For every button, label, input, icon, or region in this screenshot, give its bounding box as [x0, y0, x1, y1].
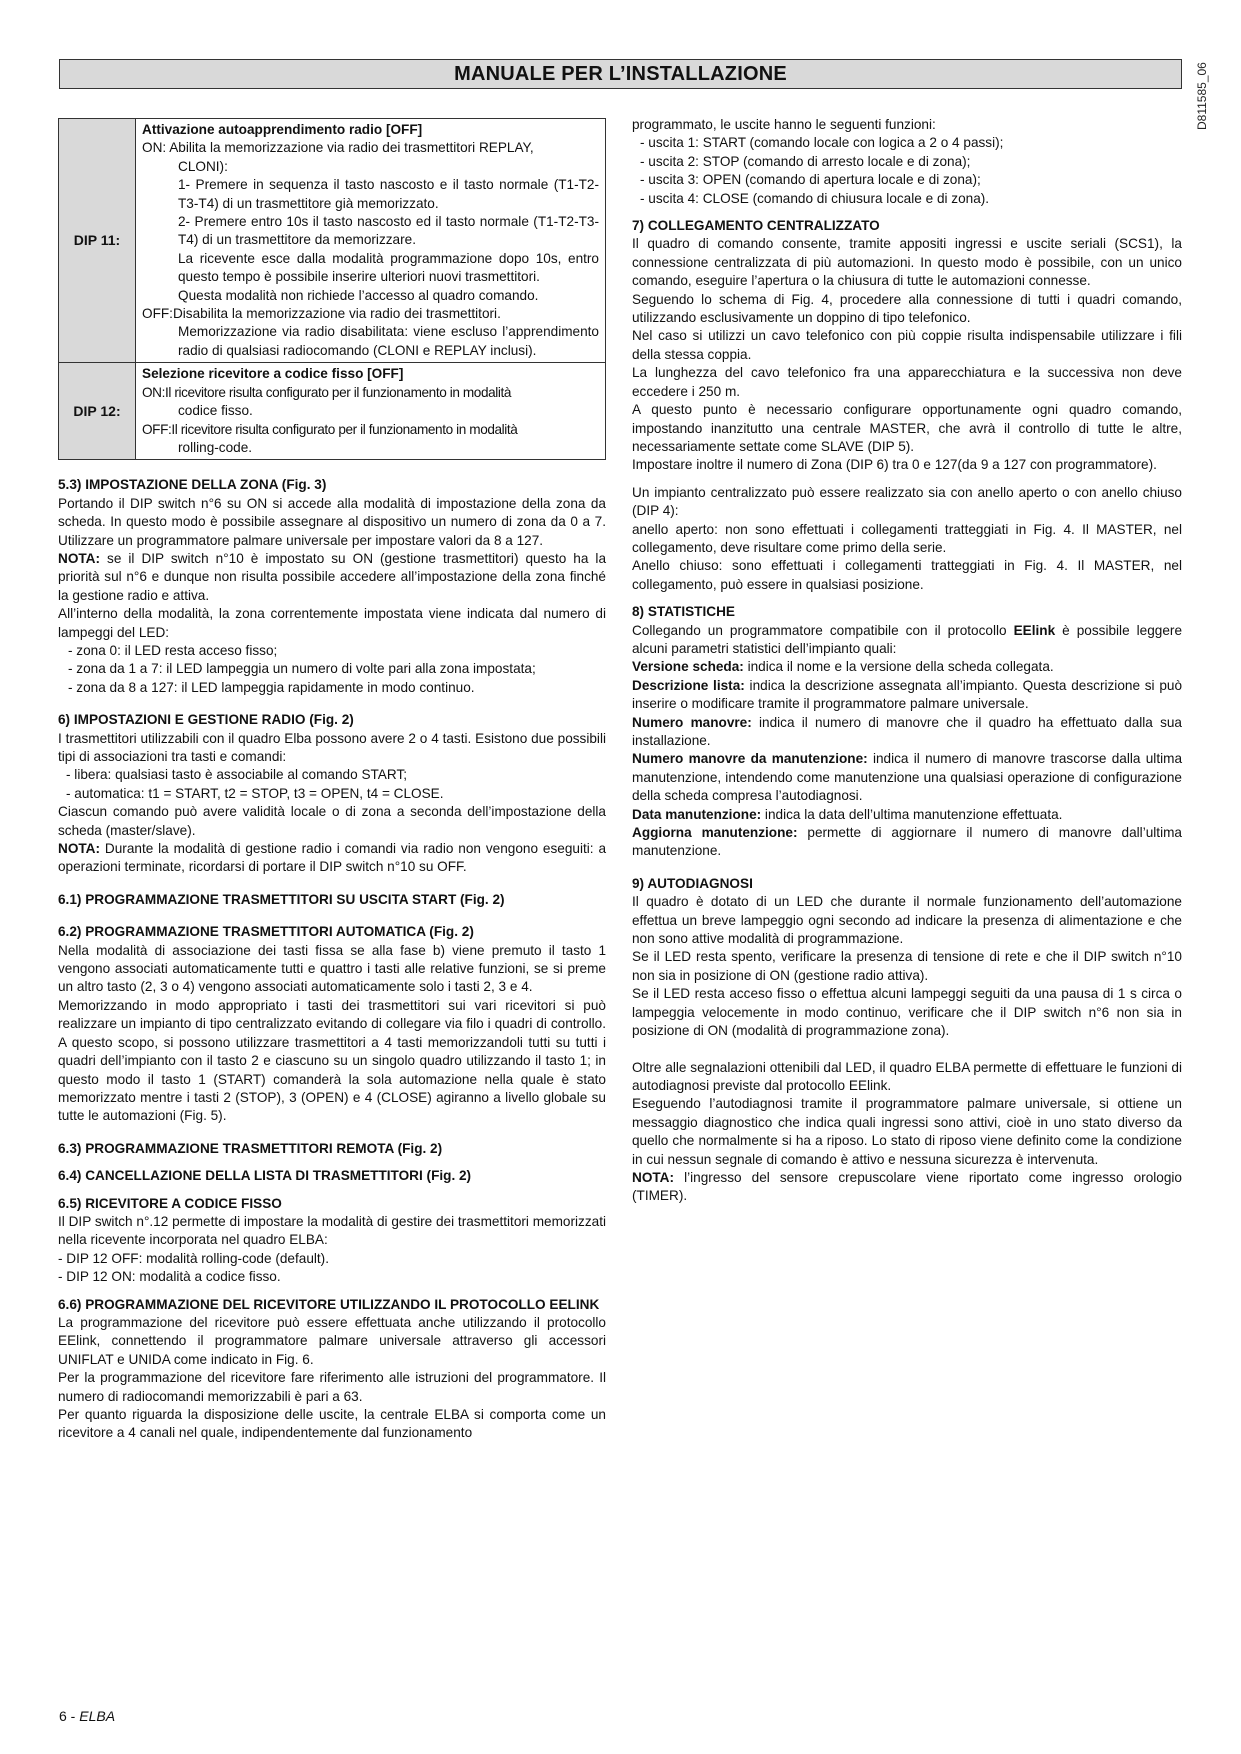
list-item: - zona da 8 a 127: il LED lampeggia rapidamente in modo continuo. [68, 679, 475, 695]
list-item: - uscita 3: OPEN (comando di apertura locale e di zona); [640, 172, 981, 188]
section-heading: 6.5) RICEVITORE A CODICE FISSO [58, 1195, 282, 1211]
dip-row [59, 119, 606, 363]
paragraph: Se il LED resta acceso fisso o effettua alcuni lampeggi seguiti da una pausa di 1 s circa o lampeggia velocemente in modo continuo, verificare che il DIP switch n°6 non sia in posizione di ON (modalità di programmazione zona). [632, 986, 1182, 1039]
text-run: è possibile leggere alcuni parametri statistici dell’impianto quali: [632, 622, 1183, 656]
stat-text: indica il numero di manovre trascorse dalla ultima manutenzione, intendendo come manutenzione una qualsiasi operazione di configurazione della scheda compresa l’autodiagnosi. [632, 751, 1183, 804]
stat-item [632, 750, 1182, 805]
section-heading: 6.4) CANCELLAZIONE DELLA LISTA DI TRASMETTITORI (Fig. 2) [58, 1168, 472, 1184]
section-heading: 6.6) PROGRAMMAZIONE DEL RICEVITORE UTILIZZANDO IL PROTOCOLLO EELINK [58, 1296, 600, 1312]
dip-line: ON: Abilita la memorizzazione via radio dei trasmettitori REPLAY, [142, 140, 534, 156]
paragraph [632, 622, 1182, 659]
section-heading: 6.1) PROGRAMMAZIONE TRASMETTITORI SU USCITA START (Fig. 2) [58, 891, 505, 907]
stat-label: Numero manovre da manutenzione: [632, 751, 868, 767]
list-item: - automatica: t1 = START, t2 = STOP, t3 = OPEN, t4 = CLOSE. [66, 785, 444, 801]
product-name: ELBA [79, 1708, 116, 1724]
stat-text: indica la descrizione assegnata all’impianto. Questa descrizione si può inserire o modificare tramite il programmatore palmare universale. [632, 677, 1182, 712]
page-number: 6 - [59, 1708, 80, 1724]
list-item: - uscita 4: CLOSE (comando di chiusura locale e di zona). [640, 190, 990, 206]
page-title: MANUALE PER L’INSTALLAZIONE [454, 62, 787, 85]
list-item: - zona 0: il LED resta acceso fisso; [68, 642, 278, 658]
dip-line: OFF:Il ricevitore risulta configurato per il funzionamento in modalità [142, 421, 518, 437]
paragraph: La lunghezza del cavo telefonico fra una apparecchiatura e la successiva non deve eccedere i 250 m. [632, 365, 1182, 399]
stat-item [632, 658, 1182, 676]
stat-label: Descrizione lista: [632, 677, 745, 693]
paragraph: Se il LED resta spento, verificare la presenza di tensione di rete e che il DIP switch n°10 non sia in posizione di ON (gestione radio attiva). [632, 949, 1182, 983]
dip-line: Memorizzazione via radio disabilitata: viene escluso l’apprendimento radio di qualsiasi radiocomando (CLONI e REPLAY inclusi). [178, 324, 599, 358]
stat-item [632, 806, 1182, 824]
dip-line: 1- Premere in sequenza il tasto nascosto e il tasto normale (T1-T2-T3-T4) di un trasmettitore già memorizzato. [178, 177, 599, 211]
page-footer [59, 1708, 115, 1724]
section-heading: 6) IMPOSTAZIONI E GESTIONE RADIO (Fig. 2) [58, 712, 354, 728]
note-paragraph [58, 550, 606, 605]
list-item: - libera: qualsiasi tasto è associabile al comando START; [66, 767, 408, 783]
note-label: NOTA: [58, 841, 101, 857]
paragraph: programmato, le uscite hanno le seguenti funzioni: [632, 117, 936, 132]
stat-label: Data manutenzione: [632, 806, 762, 822]
paragraph: Il quadro di comando consente, tramite appositi ingressi e uscite seriali (SCS1), la connessione centralizzata di più automazioni. In questo modo è possibile, con un unico comando, eseguire l’apertura o la chiusura di tutte le automazioni connesse. [632, 236, 1182, 289]
paragraph: Ciascun comando può avere validità locale o di zona a seconda dell’impostazione della scheda (master/slave). [58, 804, 606, 838]
note-paragraph [632, 1169, 1182, 1206]
dip-line: rolling-code. [178, 439, 253, 455]
text-run: Collegando un programmatore compatibile con il protocollo [632, 622, 1014, 638]
paragraph: Il DIP switch n°.12 permette di impostare la modalità di gestire dei trasmettitori memorizzati nella ricevente incorporata nel quadro ELBA: [58, 1213, 606, 1248]
dip-row [59, 363, 606, 460]
paragraph: Il quadro è dotato di un LED che durante il normale funzionamento dell’automazione effettua un breve lampeggio ogni secondo ad indicare la presenza di alimentazione e che non sono attive modalità di programmazione. [632, 894, 1182, 947]
paragraph: Un impianto centralizzato può essere realizzato sia con anello aperto o con anello chiuso (DIP 4): [632, 484, 1182, 519]
list-item: - zona da 1 a 7: il LED lampeggia un numero di volte pari alla zona impostata; [68, 661, 536, 677]
stat-label: Numero manovre: [632, 714, 752, 730]
section-heading: 9) AUTODIAGNOSI [632, 875, 753, 891]
dip-description [136, 363, 606, 460]
left-column [58, 118, 606, 1443]
section-heading: 6.3) PROGRAMMAZIONE TRASMETTITORI REMOTA (Fig. 2) [58, 1140, 443, 1156]
paragraph: A questo punto è necessario configurare opportunamente ogni quadro comando, impostando inanzitutto una centrale MASTER, che avrà il controllo di tutte le altre, necessariamente settate come SLAVE (DIP 5). [632, 402, 1182, 454]
dip-line: codice fisso. [178, 403, 253, 419]
paragraph: Eseguendo l’autodiagnosi tramite il programmatore palmare universale, si ottiene un messaggio diagnostico che indica quali ingressi sono attivi, cioè in uno stato diverso da quello che normalmente si ha a riposo. Lo stato di riposo viene definito come la condizione in cui nessun segnale di comando è attivo e nessuna sicurezza è intervenuta. [632, 1096, 1182, 1167]
stat-text: permette di aggiornare il numero di manovre dall’ultima manutenzione. [632, 825, 1182, 859]
paragraph: I trasmettitori utilizzabili con il quadro Elba possono avere 2 o 4 tasti. Esistono due possibili tipi di associazioni tra tasti e comandi: [58, 730, 606, 764]
paragraph: Impostare inoltre il numero di Zona (DIP 6) tra 0 e 127(da 9 a 127 con programmatore). [632, 457, 1157, 473]
dip-line: Questa modalità non richiede l’accesso al quadro comando. [178, 287, 539, 303]
stat-text: indica il nome e la versione della scheda collegata. [743, 659, 1054, 675]
section-heading: 8) STATISTICHE [632, 604, 735, 620]
page-header [59, 59, 1182, 89]
note-text: l’ingresso del sensore crepuscolare viene riportato come ingresso orologio (TIMER). [632, 1169, 1182, 1204]
stat-text: indica il numero di manovre che il quadro ha effettuato dalla sua installazione. [632, 714, 1182, 748]
note-label: NOTA: [632, 1169, 675, 1185]
paragraph: Portando il DIP switch n°6 su ON si accede alla modalità di impostazione della zona da scheda. In questo modo è possibile assegnare al dispositivo un numero di zona da 0 a 7. Utilizzare un programmatore palmare universale per impostare valori da 8 a 127. [58, 495, 606, 548]
list-item: - uscita 2: STOP (comando di arresto locale e di zona); [640, 153, 971, 169]
paragraph: Per la programmazione del ricevitore fare riferimento alle istruzioni del programmatore. Il numero di radiocomandi memorizzabili è pari a 63. [58, 1370, 606, 1404]
note-label: NOTA: [58, 550, 101, 566]
section-heading: 6.2) PROGRAMMAZIONE TRASMETTITORI AUTOMATICA (Fig. 2) [58, 924, 474, 940]
stat-item [632, 677, 1182, 714]
dip-line: CLONI): [178, 158, 228, 174]
list-item: - uscita 1: START (comando locale con logica a 2 o 4 passi); [640, 135, 1004, 151]
dip-title: Selezione ricevitore a codice fisso [OFF] [142, 366, 404, 382]
stat-item [632, 824, 1182, 861]
paragraph: La programmazione del ricevitore può essere effettuata anche utilizzando il protocollo EElink, connettendo il programmatore palmare universale attraverso gli accessori UNIFLAT e UNIDA come indicato in Fig. 6. [58, 1314, 606, 1367]
note-paragraph [58, 840, 606, 877]
protocol-name: EElink [1013, 622, 1056, 638]
stat-item [632, 714, 1182, 751]
note-text: Durante la modalità di gestione radio i comandi via radio non vengono eseguiti: a operazioni terminate, ricordarsi di portare il DIP switch n°10 su OFF. [58, 841, 606, 875]
paragraph: Nel caso si utilizzi un cavo telefonico con più coppie risulta indispensabile utilizzare i fili della stessa coppia. [632, 328, 1182, 362]
dip-title: Attivazione autoapprendimento radio [OFF] [142, 122, 423, 137]
dip-switch-table [58, 118, 606, 460]
paragraph: Anello chiuso: sono effettuati i collegamenti tratteggiati in Fig. 4. Il MASTER, nel collegamento, può essere in qualsiasi posizione. [632, 558, 1182, 592]
paragraph: Per quanto riguarda la disposizione delle uscite, la centrale ELBA si comporta come un ricevitore a 4 canali nel quale, indipendentemente dal funzionamento [58, 1407, 606, 1441]
section-heading: 7) COLLEGAMENTO CENTRALIZZATO [632, 218, 880, 234]
section-heading: 5.3) IMPOSTAZIONE DELLA ZONA (Fig. 3) [58, 477, 327, 493]
dip-line: ON:Il ricevitore risulta configurato per il funzionamento in modalità [142, 384, 512, 400]
paragraph: Memorizzando in modo appropriato i tasti dei trasmettitori sui vari ricevitori si può realizzare un impianto di tipo centralizzato evitando di collegare via filo i quadri di controllo. A questo scopo, si possono utilizzare trasmettitori a 4 tasti memorizzandoli tutti su tutti i quadri dell’impianto con il tasto 2 e ciascuno su un singolo quadro utilizzando il tasto 1; in questo modo il tasto 1 (START) comanderà la sola automazione nella quale è stato memorizzato mentre i tasti 2 (STOP), 3 (OPEN) e 4 (CLOSE) agiranno a livello globale su tutte le automazioni (Fig. 5). [58, 997, 606, 1124]
dip-line: OFF:Disabilita la memorizzazione via radio dei trasmettitori. [142, 306, 501, 322]
list-item: - DIP 12 ON: modalità a codice fisso. [58, 1269, 281, 1285]
stat-label: Versione scheda: [632, 659, 744, 675]
document-code: D811585_06 [1195, 62, 1209, 130]
paragraph: anello aperto: non sono effettuati i collegamenti tratteggiati in Fig. 4. Il MASTER, nel collegamento, deve risultare come primo della serie. [632, 521, 1182, 555]
paragraph: Oltre alle segnalazioni ottenibili dal LED, il quadro ELBA permette di effettuare le funzioni di autodiagnosi previste dal protocollo EElink. [632, 1059, 1182, 1093]
paragraph: All’interno della modalità, la zona correntemente impostata viene indicata dal numero di lampeggi del LED: [58, 606, 606, 640]
paragraph: Nella modalità di associazione dei tasti fissa se alla fase b) viene premuto il tasto 1 vengono associati automaticamente tutti e quattro i tasti alle relative funzioni, se si preme un altro tasto (2, 3 o 4) vengono associati automaticamente solo i tasti 2, 3 e 4. [58, 942, 606, 995]
stat-label: Aggiorna manutenzione: [632, 825, 798, 841]
dip-line: La ricevente esce dalla modalità programmazione dopo 10s, entro questo tempo è possibile inserire ulteriori nuovi trasmettitori. [178, 250, 599, 285]
dip-description [136, 119, 606, 363]
paragraph: Seguendo lo schema di Fig. 4, procedere alla connessione di tutti i quadri comando, utilizzando esclusivamente un doppino di tipo telefonico. [632, 291, 1182, 326]
dip-label: DIP 12: [59, 363, 136, 460]
note-text: se il DIP switch n°10 è impostato su ON (gestione trasmettitori) questo ha la priorità sul n°6 e dunque non risulta possibile accedere all’impostazione della zona finché la gestione radio e attiva. [58, 550, 606, 603]
stat-text: indica la data dell’ultima manutenzione effettuata. [761, 806, 1063, 822]
dip-line: 2- Premere entro 10s il tasto nascosto ed il tasto normale (T1-T2-T3-T4) di un trasmettitore da memorizzare. [178, 214, 599, 248]
right-column [632, 116, 1182, 1206]
list-item: - DIP 12 OFF: modalità rolling-code (default). [58, 1250, 329, 1266]
dip-label: DIP 11: [59, 119, 136, 363]
